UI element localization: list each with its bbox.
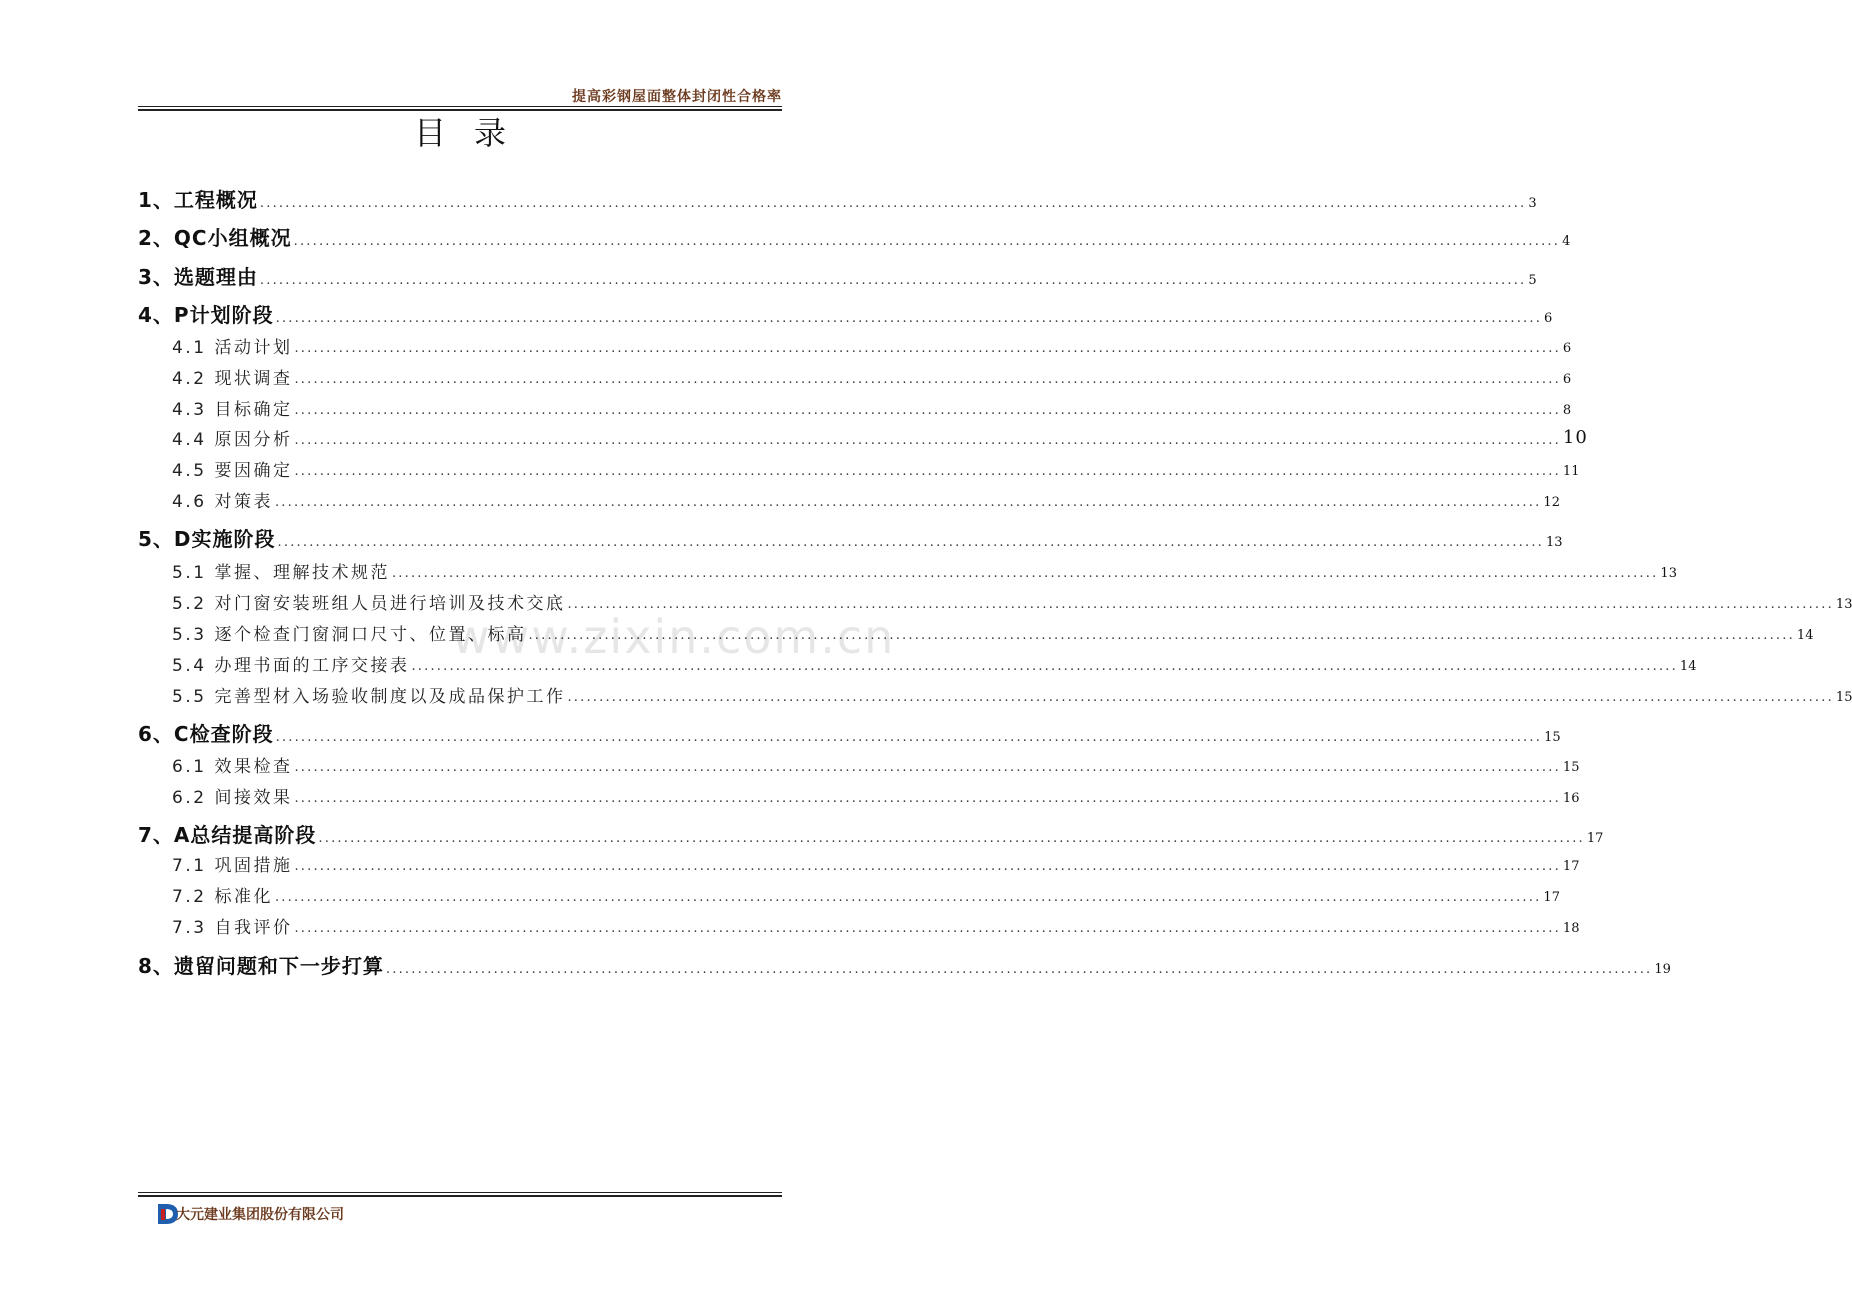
- toc-label: 1、工程概况: [138, 188, 258, 212]
- toc-leader-dots: ........................................................................................................................................................................................................: [385, 962, 1653, 977]
- toc-page-number: 4: [1562, 234, 1571, 249]
- toc-leader-dots: ........................................................................................................................................................................................................: [294, 372, 1561, 387]
- toc-label: 5.2 对门窗安装班组人员进行培训及技术交底: [172, 594, 566, 614]
- toc-leader-dots: ........................................................................................................................................................................................................: [391, 566, 1659, 581]
- toc-page-number: 3: [1528, 196, 1537, 211]
- toc-page-number: 6: [1562, 341, 1572, 356]
- toc-label: 7、A总结提高阶段: [138, 823, 317, 847]
- toc-page-number: 13: [1546, 535, 1563, 550]
- toc-page-number: 17: [1543, 890, 1560, 905]
- toc-page-number: 17: [1586, 831, 1604, 846]
- toc-page-number: 10: [1562, 427, 1588, 448]
- toc-label: 5.5 完善型材入场验收制度以及成品保护工作: [172, 687, 566, 707]
- toc-page-number: 15: [1562, 760, 1580, 775]
- toc-label: 4.3 目标确定: [172, 400, 293, 420]
- toc-section[interactable]: [138, 261, 1537, 290]
- toc-page-number: 5: [1528, 273, 1537, 288]
- toc-label: 6、C检查阶段: [138, 722, 274, 746]
- toc-subsection[interactable]: [138, 620, 1814, 645]
- toc-section[interactable]: [138, 184, 1537, 213]
- footer-rule-thick: [138, 1195, 782, 1197]
- toc-label: 4.2 现状调查: [172, 369, 293, 389]
- toc-label: 5.3 逐个检查门窗洞口尺寸、位置、标高: [172, 625, 527, 645]
- toc-leader-dots: ........................................................................................................................................................................................................: [294, 859, 1561, 874]
- toc-subsection[interactable]: [138, 558, 1677, 583]
- toc-label: 5.1 掌握、理解技术规范: [172, 563, 390, 583]
- footer-rule-thin: [138, 1192, 782, 1193]
- toc-subsection[interactable]: [138, 487, 1560, 512]
- footer-company: 大元建业集团股份有限公司: [176, 1207, 344, 1223]
- toc-label: 7.3 自我评价: [172, 918, 293, 938]
- toc-label: 4、P计划阶段: [138, 303, 274, 327]
- toc-leader-dots: ........................................................................................................................................................................................................: [318, 831, 1585, 846]
- toc-page-number: 17: [1562, 859, 1580, 874]
- toc-label: 6.1 效果检查: [172, 757, 293, 777]
- toc-leader-dots: ........................................................................................................................................................................................................: [259, 273, 1527, 288]
- toc-label: 3、选题理由: [138, 265, 258, 289]
- toc-label: 4.6 对策表: [172, 492, 273, 512]
- toc-subsection[interactable]: [138, 851, 1580, 876]
- toc-page-number: 19: [1654, 962, 1671, 977]
- toc-leader-dots: ........................................................................................................................................................................................................: [274, 890, 1542, 905]
- toc-page-number: 13: [1660, 566, 1677, 581]
- toc-page-number: 15: [1835, 690, 1852, 705]
- toc-page-number: 14: [1796, 628, 1814, 643]
- toc-label: 4.1 活动计划: [172, 338, 293, 358]
- toc-subsection[interactable]: [138, 364, 1572, 389]
- toc-page-number: 12: [1543, 495, 1560, 510]
- toc-section[interactable]: [138, 222, 1571, 251]
- toc-page-number: 8: [1562, 403, 1572, 418]
- toc-page-number: 6: [1544, 311, 1553, 326]
- toc-leader-dots: ........................................................................................................................................................................................................: [293, 234, 1561, 249]
- toc-subsection[interactable]: [138, 882, 1560, 907]
- toc-label: 6.2 间接效果: [172, 788, 293, 808]
- toc-leader-dots: ........................................................................................................................................................................................................: [294, 464, 1561, 479]
- toc-leader-dots: ........................................................................................................................................................................................................: [294, 433, 1561, 448]
- toc-page-number: 16: [1562, 791, 1580, 806]
- watermark: www.zixin.com.cn: [452, 610, 896, 664]
- toc-label: 4.5 要因确定: [172, 461, 293, 481]
- toc-section[interactable]: [138, 299, 1553, 328]
- toc-subsection[interactable]: [138, 913, 1580, 938]
- toc-leader-dots: ........................................................................................................................................................................................................: [294, 341, 1561, 356]
- toc-subsection[interactable]: [138, 395, 1572, 420]
- toc-label: 2、QC小组概况: [138, 226, 292, 250]
- document-title: 目录: [413, 114, 534, 152]
- toc-leader-dots: ........................................................................................................................................................................................................: [294, 760, 1561, 775]
- toc-page-number: 6: [1562, 372, 1572, 387]
- toc-leader-dots: ........................................................................................................................................................................................................: [411, 659, 1678, 674]
- toc-page-number: 18: [1562, 921, 1580, 936]
- toc-section[interactable]: [138, 523, 1563, 552]
- toc-label: 5.4 办理书面的工序交接表: [172, 656, 410, 676]
- toc-subsection[interactable]: [138, 333, 1572, 358]
- toc-label: 4.4 原因分析: [172, 430, 293, 450]
- toc-page-number: 13: [1835, 597, 1852, 612]
- toc-section[interactable]: [138, 718, 1561, 747]
- toc-subsection[interactable]: [138, 752, 1580, 777]
- toc-page-number: 15: [1544, 730, 1561, 745]
- header-title: 提高彩钢屋面整体封闭性合格率: [572, 89, 782, 105]
- toc-label: 8、遗留问题和下一步打算: [138, 954, 384, 978]
- toc-subsection[interactable]: [138, 589, 1852, 614]
- toc-leader-dots: ........................................................................................................................................................................................................: [294, 791, 1561, 806]
- toc-subsection[interactable]: [138, 783, 1580, 808]
- toc-subsection[interactable]: [138, 651, 1697, 676]
- toc-leader-dots: ........................................................................................................................................................................................................: [274, 495, 1542, 510]
- toc-label: 7.1 巩固措施: [172, 856, 293, 876]
- toc-leader-dots: ........................................................................................................................................................................................................: [277, 535, 1544, 550]
- toc-leader-dots: ........................................................................................................................................................................................................: [567, 597, 1834, 612]
- toc-leader-dots: ........................................................................................................................................................................................................: [567, 690, 1834, 705]
- toc-leader-dots: ........................................................................................................................................................................................................: [275, 730, 1543, 745]
- toc-leader-dots: ........................................................................................................................................................................................................: [259, 196, 1527, 211]
- toc-leader-dots: ........................................................................................................................................................................................................: [294, 921, 1561, 936]
- toc-leader-dots: ........................................................................................................................................................................................................: [528, 628, 1795, 643]
- toc-label: 5、D实施阶段: [138, 527, 276, 551]
- toc-label: 7.2 标准化: [172, 887, 273, 907]
- toc-subsection[interactable]: [138, 456, 1580, 481]
- toc-section[interactable]: [138, 819, 1604, 848]
- toc-subsection[interactable]: [138, 682, 1852, 707]
- toc-section[interactable]: [138, 950, 1671, 979]
- toc-subsection[interactable]: [138, 425, 1588, 450]
- toc-leader-dots: ........................................................................................................................................................................................................: [275, 311, 1543, 326]
- toc-leader-dots: ........................................................................................................................................................................................................: [294, 403, 1561, 418]
- header-rule-thin: [138, 106, 782, 107]
- toc-page-number: 14: [1679, 659, 1697, 674]
- toc-page-number: 11: [1562, 464, 1580, 479]
